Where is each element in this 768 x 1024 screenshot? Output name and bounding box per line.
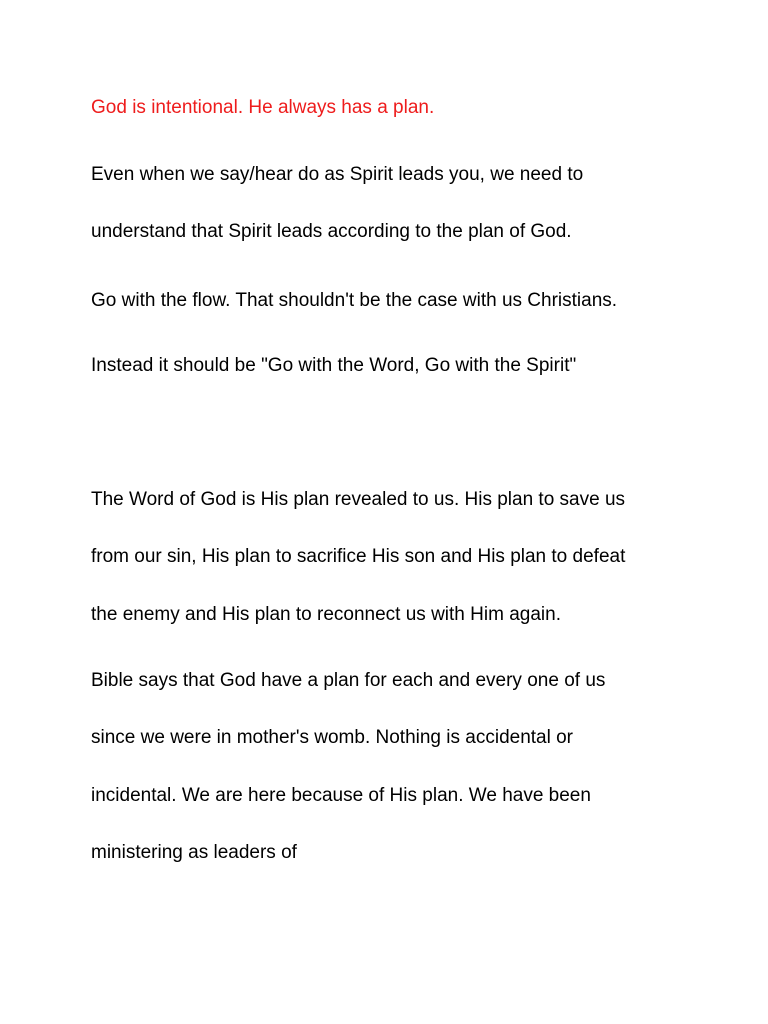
paragraph-5-line-2: since we were in mother's womb. Nothing is accidental or (91, 727, 574, 748)
paragraph-5-line-1: Bible says that God have a plan for each and every one of us (91, 670, 606, 691)
paragraph-4-line-3: the enemy and His plan to reconnect us with Him again. (91, 604, 561, 625)
paragraph-4-line-2: from our sin, His plan to sacrifice His son and His plan to defeat (91, 546, 626, 567)
paragraph-3-line-1: Instead it should be "Go with the Word, Go with the Spirit" (91, 355, 577, 376)
paragraph-5-line-3: incidental. We are here because of His plan. We have been (91, 785, 591, 806)
paragraph-2-line-1: Go with the flow. That shouldn't be the case with us Christians. (91, 290, 618, 311)
document-heading: God is intentional. He always has a plan. (91, 97, 435, 118)
paragraph-1-line-2: understand that Spirit leads according to the plan of God. (91, 221, 572, 242)
paragraph-5-line-4: ministering as leaders of (91, 842, 297, 863)
paragraph-4-line-1: The Word of God is His plan revealed to us. His plan to save us (91, 489, 626, 510)
paragraph-1-line-1: Even when we say/hear do as Spirit leads you, we need to (91, 164, 584, 185)
